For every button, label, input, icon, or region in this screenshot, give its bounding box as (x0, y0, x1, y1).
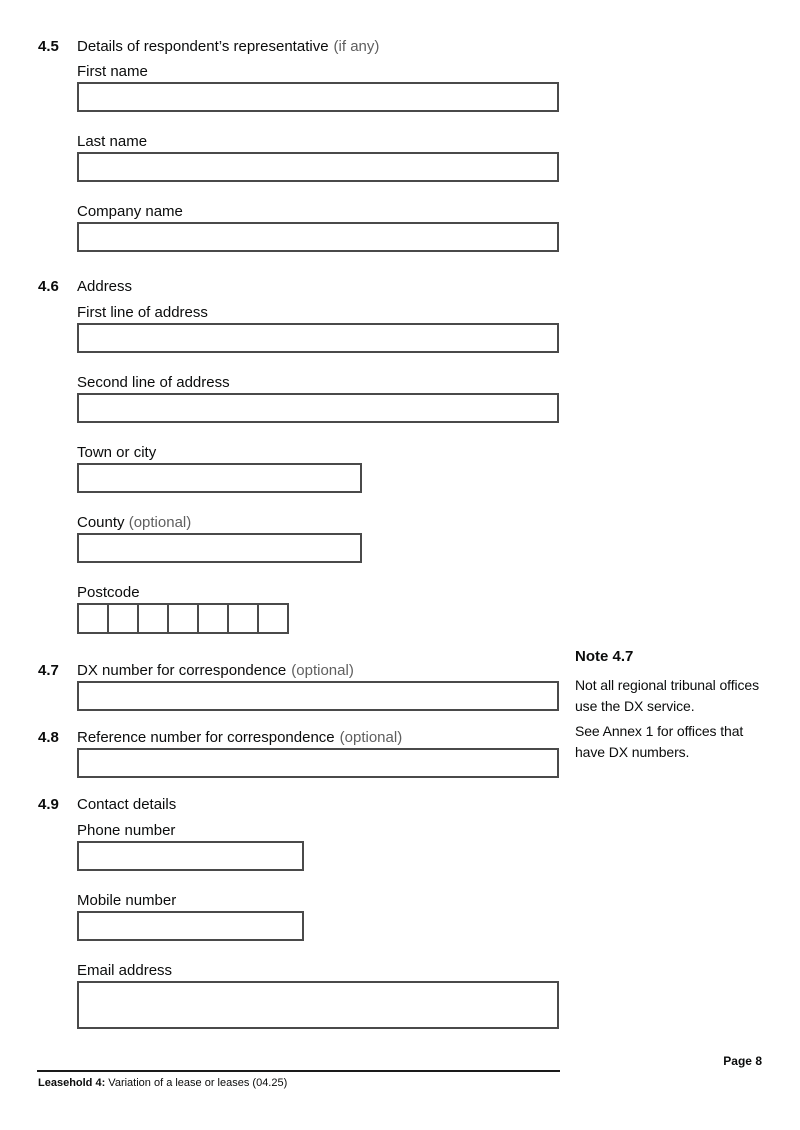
section-4-5-title: Details of respondent’s representative (77, 38, 329, 55)
email-address-label: Email address (77, 962, 173, 979)
postcode-cell[interactable] (227, 603, 259, 634)
note-4-7 (575, 647, 767, 763)
footer-doc-title-bold: Leasehold 4: (38, 1077, 106, 1089)
note-4-7-paragraph-1: Not all regional tribunal offices use the DX service. (575, 677, 759, 714)
note-4-7-paragraph-2: See Annex 1 for offices that have DX numbers. (575, 723, 744, 760)
phone-number-label: Phone number (77, 822, 176, 839)
note-4-7-heading: Note 4.7 (575, 648, 634, 665)
section-4-9-heading (38, 795, 598, 814)
town-label: Town or city (77, 444, 157, 461)
first-name-field (77, 64, 598, 112)
postcode-cell[interactable] (257, 603, 289, 634)
postcode-cell[interactable] (107, 603, 139, 634)
town-input[interactable] (77, 463, 362, 493)
section-4-8-title: Reference number for correspondence (77, 729, 335, 746)
section-4-9-number: 4.9 (38, 796, 59, 813)
section-4-5-heading (38, 37, 598, 56)
address-line-2-label: Second line of address (77, 374, 230, 391)
section-4-6-number: 4.6 (38, 278, 59, 295)
mobile-number-label: Mobile number (77, 892, 177, 909)
mobile-number-field (77, 893, 598, 941)
last-name-input[interactable] (77, 152, 559, 182)
postcode-cell[interactable] (137, 603, 169, 634)
section-4-8-heading (38, 728, 598, 747)
email-address-field (77, 963, 598, 1029)
email-address-input[interactable] (77, 981, 559, 1029)
dx-number-input[interactable] (77, 681, 559, 711)
section-4-7-heading (38, 661, 598, 680)
company-name-label: Company name (77, 203, 183, 220)
last-name-label: Last name (77, 133, 148, 150)
section-4-5-number: 4.5 (38, 38, 59, 55)
address-line-1-field (77, 305, 598, 353)
county-label: County (optional) (77, 514, 192, 531)
footer-doc-title (38, 1077, 287, 1089)
county-field (77, 515, 598, 563)
first-name-label: First name (77, 63, 148, 80)
address-line-2-field (77, 375, 598, 423)
phone-number-field (77, 823, 598, 871)
section-4-5-suffix: (if any) (333, 38, 380, 55)
section-4-6-title: Address (77, 278, 133, 295)
phone-number-input[interactable] (77, 841, 304, 871)
last-name-field (77, 134, 598, 182)
footer-divider (37, 1070, 560, 1072)
section-4-7-number: 4.7 (38, 662, 59, 679)
section-4-9-title: Contact details (77, 796, 177, 813)
county-input[interactable] (77, 533, 362, 563)
page-number: Page 8 (723, 1054, 762, 1068)
section-4-7-suffix: (optional) (291, 662, 354, 679)
address-line-2-input[interactable] (77, 393, 559, 423)
mobile-number-input[interactable] (77, 911, 304, 941)
address-line-1-input[interactable] (77, 323, 559, 353)
section-4-8-number: 4.8 (38, 729, 59, 746)
town-field (77, 445, 598, 493)
first-name-input[interactable] (77, 82, 559, 112)
company-name-field (77, 204, 598, 252)
county-optional-suffix: (optional) (128, 514, 192, 531)
section-4-7-title: DX number for correspondence (77, 662, 287, 679)
section-4-6-heading (38, 277, 598, 296)
address-line-1-label: First line of address (77, 304, 208, 321)
postcode-label: Postcode (77, 584, 140, 601)
postcode-cell[interactable] (167, 603, 199, 634)
postcode-cell[interactable] (197, 603, 229, 634)
postcode-boxes (77, 603, 598, 634)
section-4-8-suffix: (optional) (339, 729, 403, 746)
postcode-field (77, 585, 598, 634)
footer-doc-title-rest: Variation of a lease or leases (04.25) (105, 1077, 288, 1089)
reference-number-input[interactable] (77, 748, 559, 778)
postcode-cell[interactable] (77, 603, 109, 634)
form-content (38, 37, 598, 1051)
company-name-input[interactable] (77, 222, 559, 252)
